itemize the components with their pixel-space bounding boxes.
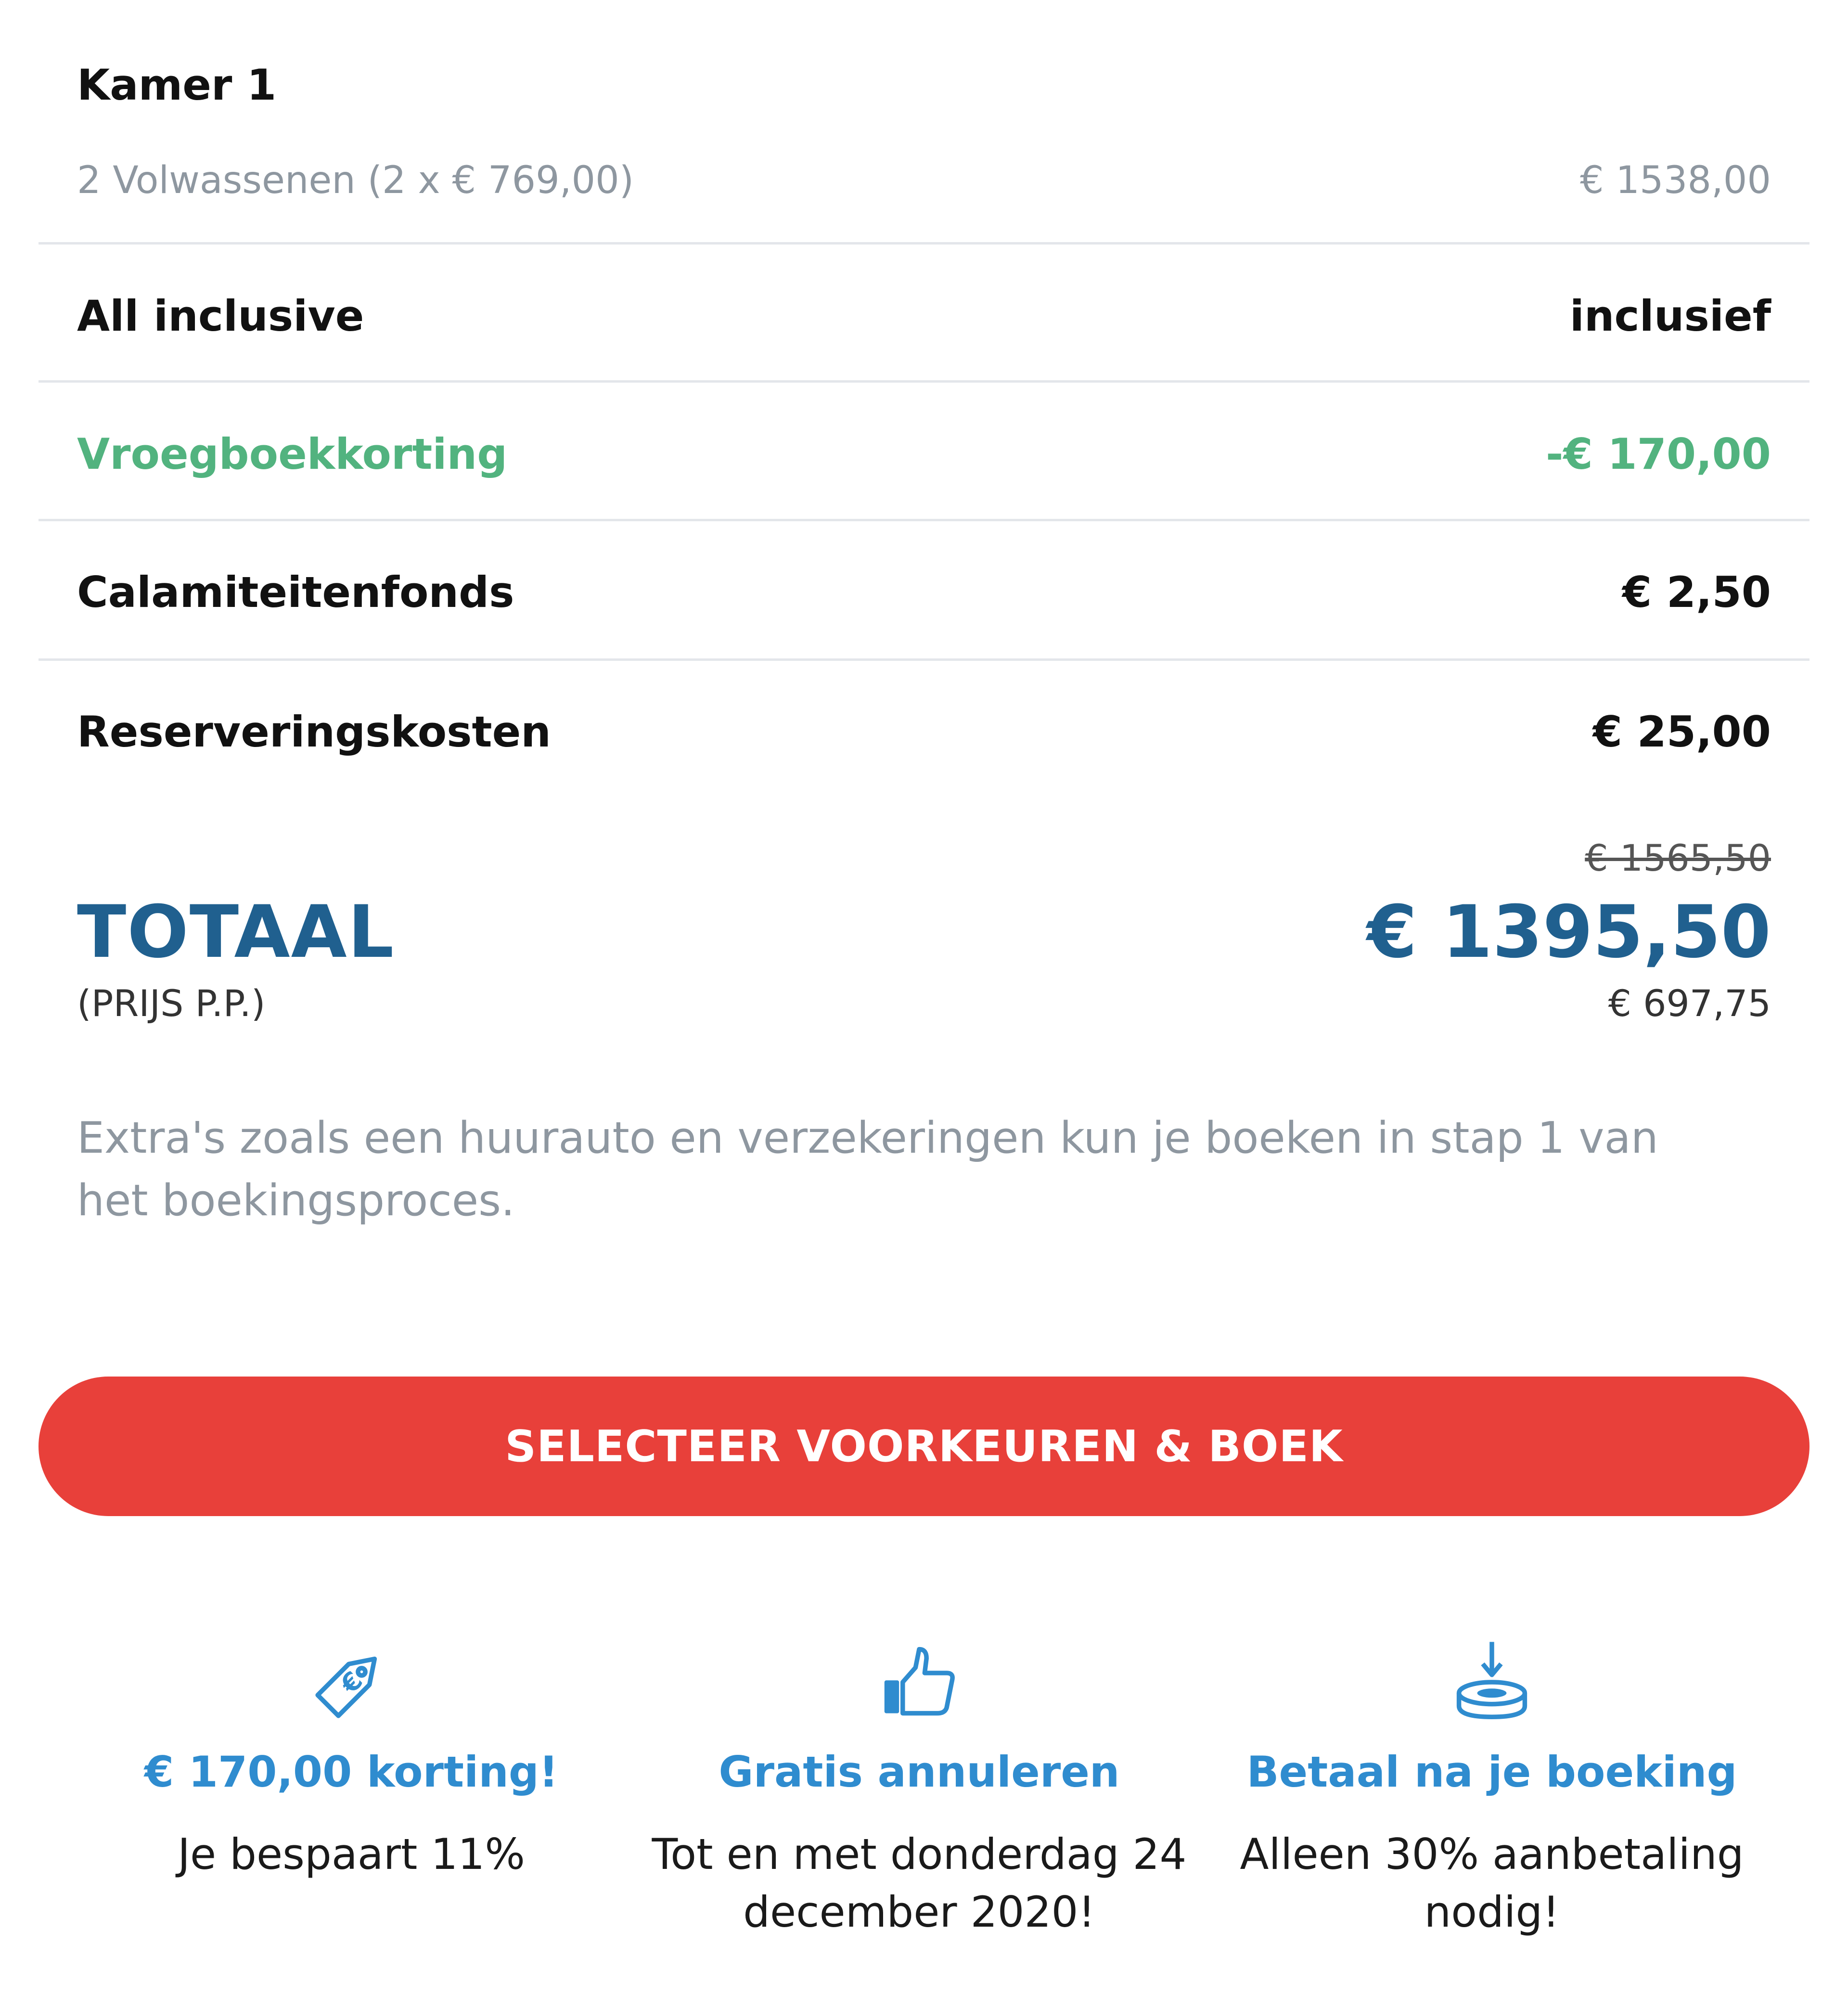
coin-deposit-icon [1446,1636,1538,1728]
extras-info-text: Extra's zoals een huurauto en verzekeringen kun je boeken in stap 1 van het boekingsproces. [77,1113,1658,1226]
divider [38,380,1810,383]
price-tag-euro-icon [306,1636,397,1728]
line-value: € 25,00 [1592,707,1771,757]
line-value: € 2,50 [1622,567,1771,617]
select-preferences-book-button[interactable]: SELECTEER VOORKEUREN & BOEK [38,1377,1810,1516]
svg-text:€: € [334,1665,369,1699]
usp-text: Tot en met donderdag 24 december 2020! [652,1829,1187,1937]
usp-discount [67,1636,635,1883]
guests-label: 2 Volwassenen (2 x € 769,00) [77,159,634,202]
room-guests-row [38,154,1810,207]
line-label: Vroegboekkorting [77,429,508,479]
line-early-booking-discount [38,425,1810,483]
line-value: -€ 170,00 [1546,429,1771,479]
thumbs-up-icon [873,1636,965,1728]
usp-title: € 170,00 korting! [144,1747,559,1797]
usp-text: Je bespaart 11% [178,1829,525,1879]
line-calamity-fund [38,563,1810,621]
line-label: All inclusive [77,291,364,341]
price-per-person: € 697,75 [1608,982,1771,1025]
usp-free-cancellation [635,1636,1203,1941]
line-all-inclusive [38,287,1810,345]
total-title: TOTAAL [77,890,395,974]
room-title: Kamer 1 [77,60,277,110]
total-price: € 1395,50 [1367,890,1771,974]
divider [38,658,1810,661]
line-value: inclusief [1569,291,1771,341]
old-total-price: € 1565,50 [1585,837,1771,879]
usp-text: Alleen 30% aanbetaling nodig! [1240,1829,1744,1937]
guests-price: € 1538,00 [1580,159,1771,202]
divider [38,242,1810,245]
divider [38,519,1810,521]
usp-pay-after-booking [1208,1636,1776,1941]
usp-title: Gratis annuleren [719,1747,1120,1797]
usp-title: Betaal na je boeking [1246,1747,1737,1797]
line-label: Calamiteitenfonds [77,567,514,617]
line-label: Reserveringskosten [77,707,551,757]
total-subtitle: (PRIJS P.P.) [77,982,266,1025]
line-booking-fee [38,703,1810,760]
